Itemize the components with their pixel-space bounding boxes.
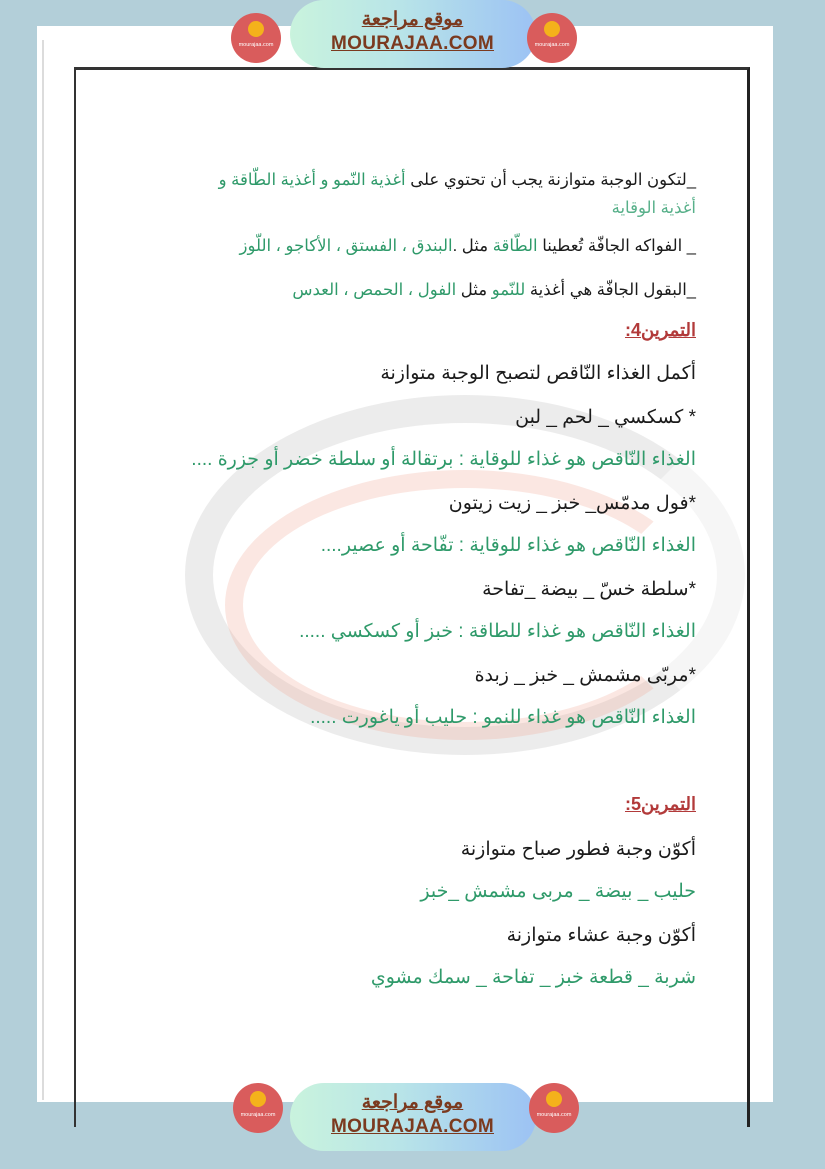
exercise4-answer-1: الغذاء النّاقص هو غذاء للوقاية : برتقالة أو سلطة خضر أو جزرة .... [191, 449, 696, 470]
highlight-text: البندق ، الفستق ، الأكاجو ، اللّوز [239, 237, 453, 255]
exercise5-answer-1: حليب _ بيضة _ مربى مشمش _خبز [420, 881, 696, 902]
highlight-text: الفول ، الحمص ، العدس [292, 281, 457, 299]
badge-text: mourajaa.com [536, 1112, 572, 1118]
highlight-text: أغذية النّمو و أغذية الطّاقة و [218, 171, 406, 189]
exercise4-instruction: أكمل الغذاء النّاقص لتصبح الوجبة متوازنة [380, 363, 696, 384]
book-icon [546, 1091, 562, 1107]
book-icon [248, 21, 264, 37]
highlight-text: للنّمو [491, 281, 526, 299]
exercise5-answer-2: شربة _ قطعة خبز _ تفاحة _ سمك مشوي [370, 967, 696, 988]
book-icon [544, 21, 560, 37]
exercise4-meal-1: * كسكسي _ لحم _ لبن [515, 407, 696, 428]
site-badge-left-top[interactable] [231, 13, 281, 63]
exercise5-title: التمرين5: [625, 794, 696, 814]
site-badge-left-bottom[interactable] [233, 1083, 283, 1133]
site-banner-top[interactable] [290, 0, 536, 68]
badge-text: mourajaa.com [534, 42, 570, 48]
exercise4-answer-4: الغذاء النّاقص هو غذاء للنمو : حليب أو ياغورت ..... [310, 707, 696, 728]
site-banner-bottom[interactable] [290, 1083, 536, 1151]
intro-line-3 [292, 280, 696, 300]
exercise4-meal-2: *فول مدمّس_ خبز _ زيت زيتون [448, 493, 696, 514]
intro-line-1 [219, 170, 696, 190]
exercise4-title: التمرين4: [625, 320, 696, 340]
intro-line-1b: أغذية الوقاية [611, 199, 696, 217]
badge-text: mourajaa.com [240, 1112, 276, 1118]
intro-line-2 [240, 236, 697, 256]
text: _البقول الجافّة هي أغذية [525, 281, 696, 299]
text: _لتكون الوجبة متوازنة يجب أن تحتوي على [405, 171, 696, 189]
exercise5-question-2: أكوّن وجبة عشاء متوازنة [506, 925, 696, 946]
exercise4-answer-2: الغذاء النّاقص هو غذاء للوقاية : تفّاحة أو عصير.... [320, 535, 696, 556]
text: _ الفواكه الجافّة تُعطينا [537, 237, 696, 255]
exercise5-question-1: أكوّن وجبة فطور صباح متوازنة [460, 839, 696, 860]
page-edge [42, 40, 44, 1100]
text: مثل [456, 281, 492, 299]
site-badge-right-bottom[interactable] [529, 1083, 579, 1133]
text: مثل . [452, 237, 493, 255]
exercise4-meal-3: *سلطة خسّ _ بيضة _تفاحة [482, 579, 696, 600]
book-icon [250, 1091, 266, 1107]
banner-latin-title: MOURAJAA.COM [331, 33, 494, 54]
banner-arabic-title: موقع مراجعة [361, 9, 464, 30]
badge-text: mourajaa.com [238, 42, 274, 48]
banner-arabic-title: موقع مراجعة [361, 1092, 464, 1113]
highlight-text: الطّاقة [492, 237, 538, 255]
exercise4-answer-3: الغذاء النّاقص هو غذاء للطاقة : خبز أو كسكسي ..... [299, 621, 696, 642]
site-badge-right-top[interactable] [527, 13, 577, 63]
banner-latin-title: MOURAJAA.COM [331, 1116, 494, 1137]
exercise4-meal-4: *مربّى مشمش _ خبز _ زبدة [474, 665, 696, 686]
